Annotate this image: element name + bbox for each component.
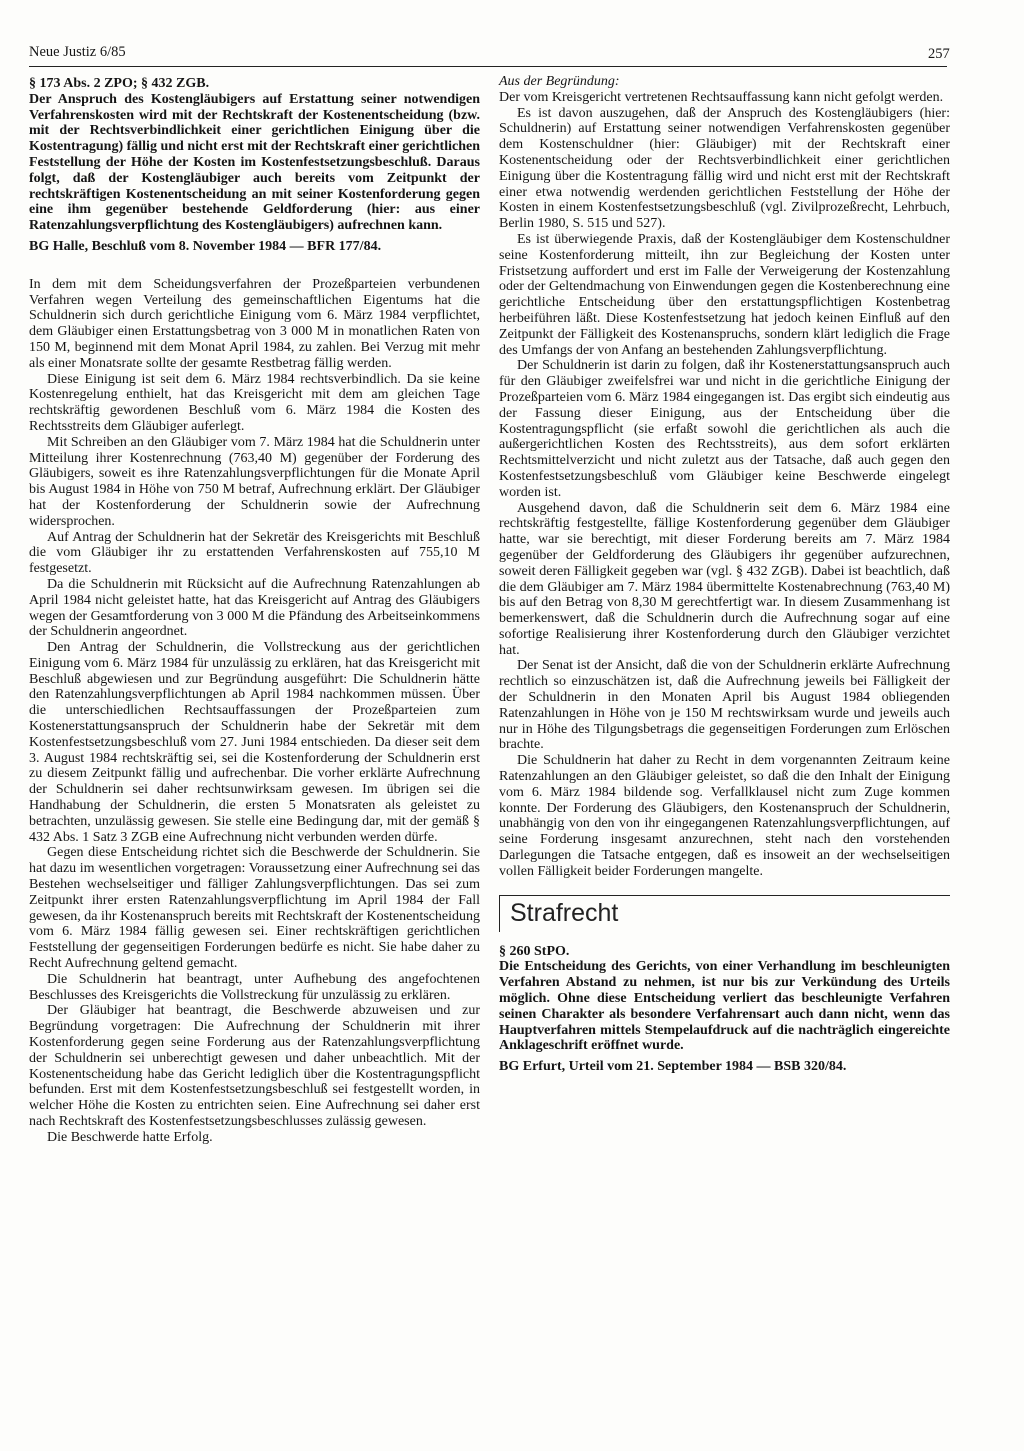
body-paragraph: Gegen diese Entscheidung richtet sich die Beschwerde der Schuldnerin. Sie hat dazu im wesentlichen vorgetragen: Voraussetzung einer Aufrechnung sei das Bestehen wechselseitiger und fälliger Zahlungsverpflichtungen. Das sei zum Zeitpunkt ihrer ersten Ratenzahlungsverpflichtung im April 1984 der Fall gewesen, da ihr Kostenanspruch bereits mit Rechtskraft der Kostenentscheidung vom 6. März 1984 fällig gewesen sei. Einer rechtskräftigen gerichtlichen Feststellung der gegenseitigen Forderungen bedürfe es nicht. Sie habe daher zu Recht Aufrechnung geltend gemacht.	[29, 845, 480, 972]
reasons-heading: Aus der Begründung:	[499, 74, 620, 89]
body-paragraph: Der vom Kreisgericht vertretenen Rechtsauffassung kann nicht gefolgt werden.	[499, 89, 944, 105]
body-paragraph: Die Schuldnerin hat beantragt, unter Aufhebung des angefochtenen Beschlusses des Kreisgerichts die Vollstreckung für unzulässig zu erklären.	[29, 971, 480, 1003]
body-paragraph: Mit Schreiben an den Gläubiger vom 7. März 1984 hat die Schuldnerin unter Mitteilung ihrer Kostenrechnung (763,40 M) gegenüber der Forderung des Gläubigers, soweit es ihre Ratenzahlungsverpflichtungen für die Monate April bis August 1984 in Höhe von 750 M betraf, Aufrechnung erklärt. Der Gläubiger hat der Kostenforderung der Schuldnerin sowie der Aufrechnung widersprochen.	[29, 434, 480, 529]
section-headnote: Die Entscheidung des Gerichts, von einer Verhandlung im beschleunigten Verfahren Abstand zu nehmen, ist nur bis zur Verkündung des Urteils möglich. Ohne diese Entscheidung verliert das beschleunigte Verfahren seinen Charakter als besondere Verfahrensart auch dann nicht, wenn das Hauptverfahren mittels Stempelaufdruck auf die nachträglich eingereichte Anklageschrift eröffnet wurde.	[499, 959, 950, 1054]
court-decision: BG Halle, Beschluß vom 8. November 1984 — BFR 177/84.	[29, 238, 382, 254]
headnote: Der Anspruch des Kostengläubigers auf Erstattung seiner notwendigen Verfahrenskosten wird mit der Rechtskraft der Kostenentscheidung (bzw. mit der Rechtsverbindlichkeit einer gerichtlichen Einigung über die Kostentragung) fällig und nicht erst mit der Rechtskraft einer gerichtlichen Feststellung der Höhe der Kosten im Kostenfestsetzungsbeschluß. Daraus folgt, daß der Kostengläubiger auch bereits vom Zeitpunkt der rechtskräftigen Kostenentscheidung an mit seiner Kostenforderung gegen eine ihm gegenüber bestehende Geldforderung (hier: aus einer Ratenzahlungsverpflichtung des Kostengläubigers) aufrechnen kann.	[29, 91, 480, 234]
body-paragraph: Die Beschwerde hatte Erfolg.	[47, 1129, 213, 1145]
body-paragraph: Es ist überwiegende Praxis, daß der Kostengläubiger dem Kostenschuldner seine Kostenforderung mitteilt, ihn zur Begleichung der Kosten unter Fristsetzung auffordert und erst im Falle der Verweigerung der Kostenzahlung oder der Geltendmachung von Einwendungen gegen die Kostenberechnung eine gerichtliche Entscheidung über den erstattungspflichtigen Kostenbetrag herbeiführen läßt. Diese Kostenfestsetzung hat jedoch keinen Einfluß auf den Zeitpunkt der Fälligkeit des Kostenanspruchs, sondern klärt lediglich die Frage des Umfangs der von Anfang an bestehenden Zahlungsverpflichtung.	[499, 231, 950, 358]
legal-reference: § 173 Abs. 2 ZPO; § 432 ZGB.	[29, 76, 210, 91]
section-legal-reference: § 260 StPO.	[499, 943, 570, 959]
body-paragraph: Es ist davon auszugehen, daß der Anspruch des Kostengläubigers (hier: Schuldnerin) auf Erstattung seiner notwendigen Verfahrenskosten gegenüber dem Kostenschuldner (hier: Gläubiger) mit der Rechtskraft einer Kostenentscheidung oder der Rechtsverbindlichkeit einer gerichtlichen Einigung über die Kostentragung fällig wird und nicht erst mit der Rechtskraft einer etwa notwendig werdenden gerichtlichen Feststellung der Höhe der Kosten in einem Kostenfestsetzungsbeschluß (vgl. Zivilprozeßrecht, Lehrbuch, Berlin 1980, S. 515 und 527).	[499, 105, 950, 232]
section-court-decision: BG Erfurt, Urteil vom 21. September 1984 — BSB 320/84.	[499, 1059, 847, 1075]
page-number: 257	[928, 46, 950, 62]
body-paragraph: Der Gläubiger hat beantragt, die Beschwerde abzuweisen und zur Begründung vorgetragen: Die Aufrechnung der Schuldnerin mit ihrer Kostenforderung gegen seine Forderung aus der Ratenzahlungsverpflichtung der Schuldnerin sei unberechtigt gewesen und daher unbeachtlich. Mit der Kostenentscheidung habe das Gericht lediglich über die Kostentragungspflicht befunden. Erst mit dem Kostenfestsetzungsbeschluß sei festgestellt worden, in welcher Höhe die Kosten zu entrichten seien. Eine Aufrechnung sei daher erst nach Rechtskraft des Kostenfestsetzungsbeschlusses zulässig gewesen.	[29, 1003, 480, 1129]
journal-title: Neue Justiz 6/85	[29, 44, 126, 60]
left-column	[29, 74, 480, 1146]
body-paragraph: Da die Schuldnerin mit Rücksicht auf die Aufrechnung Ratenzahlungen ab April 1984 nicht geleistet hatte, hat das Kreisgericht auf Antrag des Gläubigers wegen der Gesamtforderung von 3 000 M die Pfändung des Arbeitseinkommens der Schuldnerin angeordnet.	[29, 576, 480, 640]
body-paragraph: Die Schuldnerin hat daher zu Recht in dem vorgenannten Zeitraum keine Ratenzahlungen an den Gläubiger geleistet, so daß die den Inhalt der Einigung vom 6. März 1984 bildende sog. Verfallklausel nicht zum Zuge kommen konnte. Der Forderung des Gläubigers, den Kostenanspruch der Schuldnerin, unabhängig von den von ihr eingegangenen Ratenzahlungsverpflichtungen, auf seine Forderung insgesamt anzurechnen, steht nach den vorstehenden Darlegungen die Tatsache entgegen, daß es insoweit an der wechselseitigen vollen Fälligkeit beider Forderungen mangelte.	[499, 753, 950, 879]
section-title-strafrecht: Strafrecht	[499, 895, 950, 932]
body-paragraph: Diese Einigung ist seit dem 6. März 1984 rechtsverbindlich. Da sie keine Kostenregelung enthielt, hat das Kreisgericht mit dem am gleichen Tage rechtskräftig gewordenen Beschluß vom 6. März 1984 die Kosten des Rechtsstreits dem Gläubiger auferlegt.	[29, 371, 480, 434]
body-paragraph: Der Senat ist der Ansicht, daß die von der Schuldnerin erklärte Aufrechnung rechtlich so einzuschätzen ist, daß die Aufrechnung jeweils bei Fälligkeit der der Schuldnerin in den Monaten April bis August 1984 obliegenden Ratenzahlungen in Höhe von je 150 M rechtswirksam wurde und jeweils auch nur in Höhe des Tilgungsbetrags die gegenseitigen Forderungen zum Erlöschen brachte.	[499, 658, 950, 753]
body-paragraph: Der Schuldnerin ist darin zu folgen, daß ihr Kostenerstattungsanspruch auch für den Gläubiger zweifelsfrei war und nicht in die gerichtliche Einigung der Prozeßparteien vom 6. März 1984 eingegangen ist. Das ergibt sich eindeutig aus der Fassung dieser Einigung, aus der Entscheidung über die Kostentragungspflicht (sie erfaßt sowohl die gerichtlichen als auch die außergerichtlichen Kosten des Rechtsstreits), aus dem sofort erklärten Rechtsmittelverzicht und nicht zuletzt aus der Tatsache, daß auch gegen den Kostenfestsetzungsbeschluß vom Gläubiger keine Beschwerde eingelegt worden ist.	[499, 358, 950, 500]
body-paragraph: Den Antrag der Schuldnerin, die Vollstreckung aus der gerichtlichen Einigung vom 6. März 1984 für unzulässig zu erklären, hat das Kreisgericht mit Beschluß abgewiesen und zur Begründung ausgeführt: Die Schuldnerin hätte den Ratenzahlungsverpflichtungen ab April 1984 nachkommen müssen. Über die unterschiedlichen Rechtsauffassungen der Prozeßparteien zum Kostenerstattungsanspruch der Schuldnerin habe der Sekretär mit dem Kostenfestsetzungsbeschluß vom 27. Juni 1984 entschieden. Da dieser seit dem 3. August 1984 rechtskräftig sei, sei die Kostenforderung der Schuldnerin erst zu diesem Zeitpunkt fällig und aufrechenbar. Die vorher erklärte Aufrechnung der Schuldnerin sei daher rechtsunwirksam gewesen. Im übrigen sei die Handhabung der Schuldnerin, die ersten 5 Monatsraten als geleistet zu betrachten, unzulässig gewesen. Sie stelle eine Bedingung dar, mit der gemäß § 432 Abs. 1 Satz 3 ZGB eine Aufrechnung nicht verbunden werden dürfe.	[29, 640, 480, 845]
body-paragraph: In dem mit dem Scheidungsverfahren der Prozeßparteien verbundenen Verfahren wegen Verteilung des gemeinschaftlichen Eigentums hat die Schuldnerin sich durch gerichtliche Einigung vom 6. März 1984 verpflichtet, dem Gläubiger einen Erstattungsbetrag von 3 000 M in monatlichen Raten von 150 M, beginnend mit dem Monat April 1984, zu zahlen. Bei Verzug mit mehr als einer Monatsrate sollte der gesamte Restbetrag fällig werden.	[29, 276, 480, 371]
header-rule	[29, 66, 947, 67]
body-paragraph: Auf Antrag der Schuldnerin hat der Sekretär des Kreisgerichts mit Beschluß die vom Gläubiger ihr zu erstattenden Verfahrenskosten auf 755,10 M festgesetzt.	[29, 529, 480, 577]
body-paragraph: Ausgehend davon, daß die Schuldnerin seit dem 6. März 1984 eine rechtskräftig festgestellte, fällige Kostenforderung gegenüber dem Gläubiger hatte, war sie berechtigt, mit dieser Forderung bereits am 7. März 1984 gegenüber der Geldforderung des Gläubigers ihr gegenüber aufzurechnen, soweit deren Fälligkeit gegeben war (vgl. § 432 ZGB). Dabei ist beachtlich, daß die dem Gläubiger am 7. März 1984 übermittelte Kostenabrechnung (763,40 M) bis auf den Betrag von 8,30 M gerechtfertigt war. In diesem Zusammenhang ist bemerkenswert, daß die Schuldnerin durch die Aufrechnung sogar auf eine sofortige Realisierung ihrer Kostenforderung durch den Gläubiger verzichtet hat.	[499, 500, 950, 658]
right-column	[499, 74, 950, 1075]
